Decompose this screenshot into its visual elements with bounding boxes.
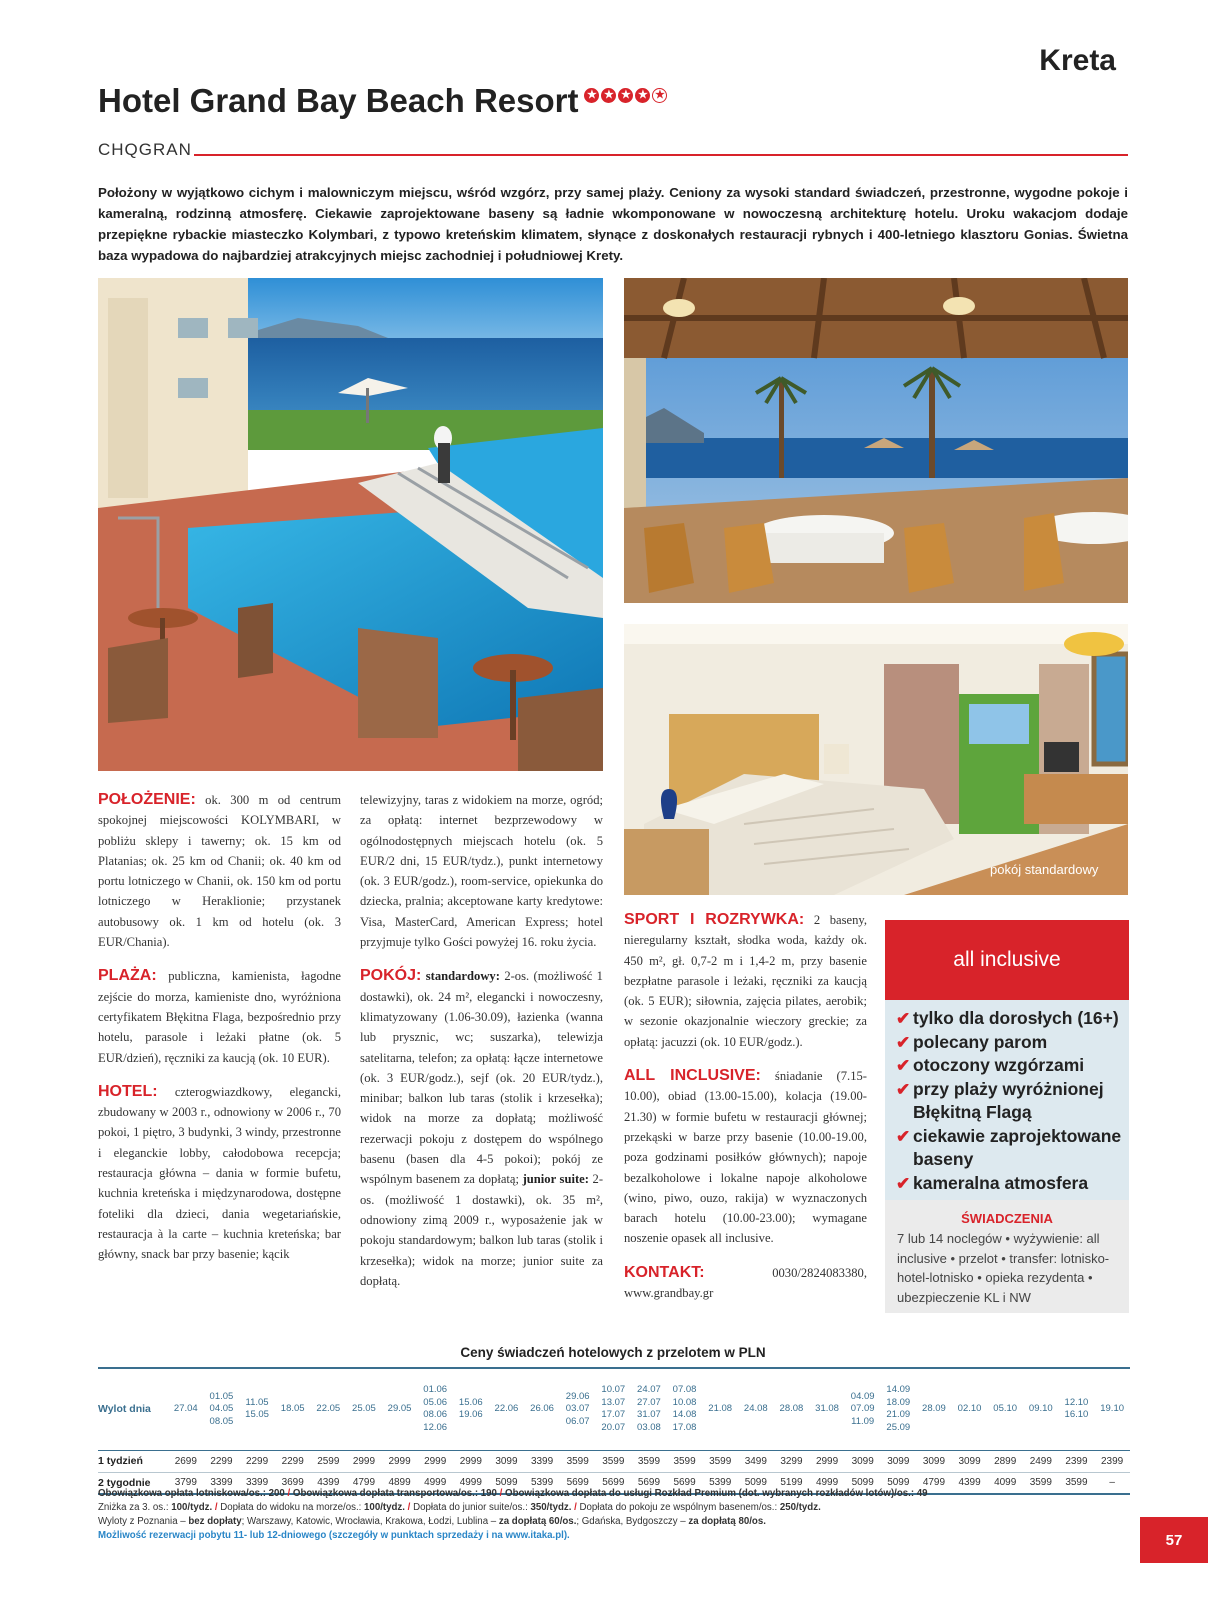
hotel-code: CHQGRAN xyxy=(98,140,192,159)
price-row-1-week xyxy=(98,1450,1130,1472)
date: 05.10 xyxy=(993,1403,1018,1414)
date-cell xyxy=(489,1368,525,1450)
beach-section xyxy=(98,966,341,1067)
price-cell: 3099 xyxy=(887,1455,910,1467)
date-cell xyxy=(417,1368,453,1450)
hotel-section xyxy=(98,1082,341,1265)
date-cell xyxy=(738,1368,774,1450)
date: 08.06 xyxy=(423,1409,448,1421)
date: 06.07 xyxy=(565,1415,590,1427)
price-cell: 2299 xyxy=(210,1455,233,1467)
date: 01.05 xyxy=(209,1390,234,1402)
price-cell: 4999 xyxy=(424,1477,447,1489)
hotel-text: czterogwiazdkowy, elegancki, zbudowany w 2003 r., odnowiony w 2006 r., 70 pokoi, 1 piętro, 3 budynki, 3 windy, przestronne i eleganckie lobby, całodobowa recepcja; restauracja główna – dania w formie bufetu, kuchnia kreteńska i międzynarodowa, dostępne foteliki dla dzieci, dania wegetariańskie, restauracja à la carte – kuchnia kreteńska; bar główny, snack bar przy basenie; kącik xyxy=(98,1084,341,1262)
date-cell xyxy=(774,1368,810,1450)
date-cell xyxy=(667,1368,703,1450)
price-cell: 2999 xyxy=(388,1455,411,1467)
date: 07.08 xyxy=(672,1384,697,1396)
date: 01.06 xyxy=(423,1384,448,1396)
half-star-icon: ★ xyxy=(652,88,667,103)
star-icon: ★ xyxy=(618,88,633,103)
column-3 xyxy=(624,910,867,1317)
date: 08.05 xyxy=(209,1415,234,1427)
pool-photo xyxy=(98,278,603,771)
price-notes xyxy=(98,1487,1128,1543)
price-cell: 5699 xyxy=(637,1477,661,1489)
price-cell: 3399 xyxy=(245,1477,269,1489)
price-cell: 5099 xyxy=(851,1477,874,1489)
checkmark-icon: ✔ xyxy=(896,1032,911,1052)
date: 04.09 xyxy=(850,1390,875,1402)
sport-section xyxy=(624,910,867,1052)
price-table-title: Ceny świadczeń hotelowych z przelotem w PLN xyxy=(460,1345,766,1360)
date-cell xyxy=(346,1368,382,1450)
date: 31.08 xyxy=(815,1403,839,1414)
date: 26.06 xyxy=(530,1403,554,1414)
beach-text: publiczna, kamienista, łagodne zejście do morza, kamieniste dno, wyróżniona certyfikatem Błękitna Flaga, bezpośrednio przy hotelu, parasole i leżaki płatne (ok. 5 EUR/dzień), ręczniki za kaucją (ok. 10 EUR). xyxy=(98,969,341,1065)
date: 22.06 xyxy=(494,1403,519,1414)
room-standard-text: 2-os. (możliwość 1 dostawki), ok. 24 m², elegancki i nowoczesny, klimatyzowany (1.06-30.09), łazienka (wanna lub prysznic, wc; suszarka), telewizja satelitarna, telefon; za opłatą: łącze internetowe (ok. 3 EUR/godz.), sejf (ok. 20 EUR/tydz.), minibar; balkon lub taras (stolik i krzesełka); widok na morze za dopłatą; możliwość rezerwacji pokoju z dostępem do wspólnego basenu (basen dla 4-5 pokoi); pokój ze wspólnym basenem za dopłatą; xyxy=(360,969,603,1187)
date-cell xyxy=(809,1368,845,1450)
price-cell: 3599 xyxy=(566,1455,589,1467)
date-cell xyxy=(1059,1368,1095,1450)
date: 12.06 xyxy=(423,1421,448,1433)
contact-text: 0030/2824083380, www.grandbay.gr xyxy=(624,1265,867,1301)
price-cell: 4399 xyxy=(317,1477,340,1489)
list-item: ✔ tylko dla dorosłych (16+) xyxy=(896,1007,1126,1031)
date: 03.08 xyxy=(637,1421,661,1433)
checkmark-icon: ✔ xyxy=(896,1173,911,1193)
date-cell xyxy=(596,1368,632,1450)
date-cell xyxy=(987,1368,1023,1450)
feature-list xyxy=(896,1007,1126,1195)
room-section xyxy=(360,966,603,1291)
price-table xyxy=(98,1367,1130,1495)
hotel-name: Hotel Grand Bay Beach Resort xyxy=(98,82,579,119)
date: 19.06 xyxy=(458,1409,483,1421)
price-cell: 3399 xyxy=(530,1455,554,1467)
date: 29.05 xyxy=(387,1403,412,1414)
row-label: 2 tygodnie xyxy=(98,1476,151,1489)
price-cell: 5699 xyxy=(566,1477,589,1489)
all-inclusive-section xyxy=(624,1066,867,1249)
date-cell xyxy=(382,1368,418,1450)
terrace-photo xyxy=(624,278,1128,603)
price-cell: 2699 xyxy=(174,1455,197,1467)
date-cell xyxy=(239,1368,275,1450)
date: 14.08 xyxy=(672,1409,697,1421)
price-cell: 4099 xyxy=(994,1477,1017,1489)
date: 15.06 xyxy=(458,1396,483,1408)
sport-heading: SPORT I ROZRYWKA: xyxy=(624,911,805,928)
date-cell xyxy=(952,1368,988,1450)
hotel-text-cont: telewizyjny, taras z widokiem na morze, ogród; za opłatą: internet bezprzewodowy w ogólnodostępnych miejscach hotelu (ok. 5 EUR/2 dni, 15 EUR/tydz.), punkt internetowy (ok. 3 EUR/godz.), room-service, opiekunka do dziecka, pralnia; akceptowane karty kredytowe: Visa, MasterCard, American Express; hotel przyjmuje tylko Gości powyżej 16. roku życia. xyxy=(360,793,603,950)
divider xyxy=(194,154,1128,156)
beach-heading: PLAŻA: xyxy=(98,967,157,985)
date: 21.08 xyxy=(708,1403,733,1414)
contact-heading: KONTAKT: xyxy=(624,1263,705,1281)
date-cell xyxy=(881,1368,917,1450)
hotel-heading: HOTEL: xyxy=(98,1082,158,1100)
date-cell xyxy=(560,1368,596,1450)
price-cell: 2399 xyxy=(1101,1455,1124,1467)
date: 17.07 xyxy=(601,1409,626,1421)
list-item: ✔ kameralna atmosfera xyxy=(896,1172,1126,1196)
price-cell: 3599 xyxy=(1065,1477,1088,1489)
date: 25.05 xyxy=(352,1403,376,1414)
date: 19.10 xyxy=(1100,1403,1125,1414)
note-line: Zniżka za 3. os.: 100/tydz. / Dopłata do widoku na morze/os.: 100/tydz. / Dopłata do junior suite/os.: 350/tydz. / Dopłata do pokoju ze wspólnym basenem/os.: 250/tydz. xyxy=(98,1502,821,1513)
room-heading: POKÓJ: xyxy=(360,967,422,985)
price-cell: 2899 xyxy=(994,1455,1017,1467)
price-cell: 4899 xyxy=(388,1477,411,1489)
date: 27.07 xyxy=(637,1396,661,1408)
date: 03.07 xyxy=(565,1403,590,1414)
dates-label: Wylot dnia xyxy=(98,1403,151,1415)
date-cell xyxy=(168,1368,204,1450)
price-cell: 4999 xyxy=(459,1477,482,1489)
date: 04.05 xyxy=(209,1403,234,1414)
date: 25.09 xyxy=(886,1421,911,1433)
price-cell: – xyxy=(1109,1477,1115,1489)
list-item: ✔ polecany parom xyxy=(896,1031,1126,1055)
price-cell: 3599 xyxy=(637,1455,661,1467)
date-cell xyxy=(524,1368,560,1450)
date: 05.06 xyxy=(423,1396,448,1408)
date: 28.08 xyxy=(779,1403,804,1414)
column-2 xyxy=(360,790,603,1305)
price-cell: 3699 xyxy=(281,1477,304,1489)
date-cell xyxy=(204,1368,240,1450)
column-1 xyxy=(98,790,341,1279)
date: 18.05 xyxy=(280,1403,305,1414)
date: 15.05 xyxy=(245,1409,269,1421)
checkmark-icon: ✔ xyxy=(896,1009,911,1028)
price-cell: 2299 xyxy=(245,1455,269,1467)
price-cell: 3299 xyxy=(780,1455,803,1467)
all-inclusive-text: śniadanie (7.15-10.00), obiad (13.00-15.00), kolacja (19.00-21.30) w formie bufetu w restauracji głównej; przekąski w barze przy basenie (10.00-19.00, poza godzinami posiłków głównych); napoje bezalkoholowe i lokalne napoje alkoholowe (wino, piwo, ouzo, rakija) w wyznaczonych barach hotelu (10.00-23.00); wymagane noszenie opasek all inclusive. xyxy=(624,1069,867,1246)
date: 27.04 xyxy=(173,1403,198,1414)
date: 29.06 xyxy=(565,1390,590,1402)
price-cell: 4999 xyxy=(815,1477,839,1489)
date: 17.08 xyxy=(672,1421,697,1433)
checkmark-icon: ✔ xyxy=(896,1056,911,1075)
services-text: 7 lub 14 noclegów • wyżywienie: all inclusive • przelot • transfer: lotnisko-hotel-lotnisko • opieka rezydenta • ubezpieczenie KL i NW xyxy=(897,1231,1110,1305)
price-cell: 5699 xyxy=(602,1477,625,1489)
price-cell: 3099 xyxy=(495,1455,518,1467)
star-icon: ★ xyxy=(601,88,616,103)
contact-section xyxy=(624,1263,867,1304)
services-heading: ŚWIADCZENIA xyxy=(961,1211,1053,1226)
photo-caption: pokój standardowy xyxy=(990,862,1099,877)
price-cell: 3099 xyxy=(851,1455,874,1467)
price-cell: 5099 xyxy=(887,1477,910,1489)
checkmark-icon: ✔ xyxy=(896,1126,911,1146)
date: 16.10 xyxy=(1064,1409,1089,1421)
all-inclusive-heading: ALL INCLUSIVE: xyxy=(624,1067,761,1085)
price-cell: 5399 xyxy=(530,1477,554,1489)
date-cell xyxy=(916,1368,952,1450)
date: 14.09 xyxy=(886,1384,911,1396)
price-cell: 3599 xyxy=(1029,1477,1052,1489)
price-cell: 3599 xyxy=(602,1455,625,1467)
date: 18.09 xyxy=(886,1396,911,1408)
date: 12.10 xyxy=(1064,1396,1089,1408)
date: 31.07 xyxy=(637,1409,661,1421)
note-line: Wyloty z Poznania – bez dopłaty; Warszawy, Katowic, Wrocławia, Krakowa, Łodzi, Lublina – za dopłatą 60/os.; Gdańska, Bydgoszczy – za dopłatą 80/os. xyxy=(98,1516,766,1527)
all-inclusive-box-title: all inclusive xyxy=(885,920,1129,1000)
price-cell: 3099 xyxy=(922,1455,946,1467)
date: 13.07 xyxy=(601,1396,626,1408)
price-cell: 2599 xyxy=(317,1455,340,1467)
price-cell: 2499 xyxy=(1029,1455,1052,1467)
checkmark-icon: ✔ xyxy=(896,1079,911,1099)
star-icon: ★ xyxy=(635,88,650,103)
date: 10.08 xyxy=(672,1396,697,1408)
date: 10.07 xyxy=(601,1384,626,1396)
date-cell xyxy=(311,1368,347,1450)
price-cell: 3599 xyxy=(673,1455,696,1467)
date: 11.09 xyxy=(851,1415,875,1427)
date-cell xyxy=(631,1368,667,1450)
list-item: ✔ ciekawie zaprojektowane baseny xyxy=(896,1125,1126,1172)
date: 28.09 xyxy=(922,1403,946,1414)
intro-text: Położony w wyjątkowo cichym i malowniczym miejscu, wśród wzgórz, przy samej plaży. Ceniony za wysoki standard świadczeń, przestronne, wygodne pokoje i kameralną, rodzinną atmosferę. Ciekawie zaprojektowane baseny są ładnie wkomponowane w nowoczesną architekturę hotelu. Uroku wakacjom dodaje przepiękne rybackie miasteczko Kolymbari, z typowo kreteńskim klimatem, słynące z doskonałych restauracji rybnych i 400-letniego klasztoru Gonias. Świetna baza wypadowa do najbardziej atrakcyjnych miejsc zachodniej i południowej Krety. xyxy=(98,185,1128,263)
star-icon: ★ xyxy=(584,88,599,103)
date-cell xyxy=(275,1368,311,1450)
dates-row xyxy=(98,1368,1130,1450)
date: 02.10 xyxy=(957,1403,982,1414)
location-text: ok. 300 m od centrum spokojnej miejscowości KOLYMBARI, w pobliżu sklepy i tawerny; ok. 15 km od Platanias; ok. 25 km od Chanii; ok. 40 km od portu lotniczego w Chanii, ok. 150 km od portu lotniczego w Heraklionie; przystanek autobusowy ok. 1 km od hotelu (ok. 3 EUR/Chania). xyxy=(98,793,341,950)
room-standard-label: standardowy: xyxy=(425,969,500,984)
price-cell: 4399 xyxy=(958,1477,981,1489)
junior-suite-label: junior suite: xyxy=(522,1172,589,1187)
price-cell: 5399 xyxy=(709,1477,732,1489)
location-section xyxy=(98,790,341,952)
price-cell: 3799 xyxy=(174,1477,197,1489)
price-cell: 4799 xyxy=(352,1477,376,1489)
list-item: ✔ przy plaży wyróżnionej Błękitną Flagą xyxy=(896,1078,1126,1125)
price-cell: 2999 xyxy=(459,1455,482,1467)
price-cell: 2299 xyxy=(281,1455,304,1467)
rating-stars xyxy=(584,88,667,103)
page-number: 57 xyxy=(1140,1517,1208,1563)
date-cell xyxy=(845,1368,881,1450)
date-cell xyxy=(1094,1368,1130,1450)
price-cell: 5199 xyxy=(780,1477,803,1489)
price-cell: 5699 xyxy=(673,1477,696,1489)
junior-suite-text: 2-os. (możliwość 1 dostawki), ok. 35 m², odnowiony zimą 2009 r., wyposażenie jak w pokoju standardowym; balkon lub taras (stolik i krzesełka); widok na morze; junior suite za dopłatą. xyxy=(360,1172,604,1288)
price-cell: 5099 xyxy=(495,1477,518,1489)
price-cell: 3099 xyxy=(958,1455,981,1467)
date-cell xyxy=(702,1368,738,1450)
row-label: 1 tydzień xyxy=(98,1455,143,1467)
date: 24.08 xyxy=(743,1403,768,1414)
date: 11.05 xyxy=(245,1396,269,1408)
date: 21.09 xyxy=(886,1409,911,1421)
date-cell xyxy=(453,1368,489,1450)
hotel-title xyxy=(98,82,667,120)
price-cell: 5099 xyxy=(744,1477,767,1489)
location-heading: POŁOŻENIE: xyxy=(98,791,196,808)
price-cell: 3599 xyxy=(709,1455,732,1467)
date: 20.07 xyxy=(601,1421,626,1433)
price-cell: 2999 xyxy=(352,1455,376,1467)
date: 09.10 xyxy=(1028,1403,1053,1414)
date: 07.09 xyxy=(850,1403,875,1414)
price-cell: 2399 xyxy=(1065,1455,1088,1467)
price-cell: 2999 xyxy=(424,1455,447,1467)
date: 24.07 xyxy=(637,1384,661,1396)
price-cell: 3399 xyxy=(210,1477,233,1489)
note-line: Obowiązkowa opłata lotniskowa/os.: 200 / Obowiązkowa dopłata transportowa/os.: 190 / Obowiązkowa dopłata do usługi Rozkład Premium (dot. wybranych rozkładów lotów)/os.: 49 xyxy=(98,1488,928,1499)
price-cell: 3499 xyxy=(744,1455,767,1467)
sport-text: 2 baseny, nieregularny kształt, słodka woda, każdy ok. 450 m², gł. 0,7-2 m i 1,4-2 m, przy basenie bezpłatne parasole i leżaki, ręczniki za kaucją (ok. 5 EUR); siłownia, zajęcia pilates, aerobik; w sezonie okazjonalnie wieczory greckie; za opłatą: jacuzzi (ok. 10 EUR/godz.). xyxy=(624,913,867,1049)
region-title: Kreta xyxy=(1039,44,1116,77)
date: 22.05 xyxy=(316,1403,341,1414)
price-cell: 4799 xyxy=(922,1477,946,1489)
price-cell: 2999 xyxy=(815,1455,839,1467)
date-cell xyxy=(1023,1368,1059,1450)
list-item: ✔ otoczony wzgórzami xyxy=(896,1054,1126,1078)
note-line: Możliwość rezerwacji pobytu 11- lub 12-dniowego (szczegóły w punktach sprzedaży i na www.itaka.pl). xyxy=(98,1530,570,1541)
room-photo xyxy=(624,624,1128,895)
